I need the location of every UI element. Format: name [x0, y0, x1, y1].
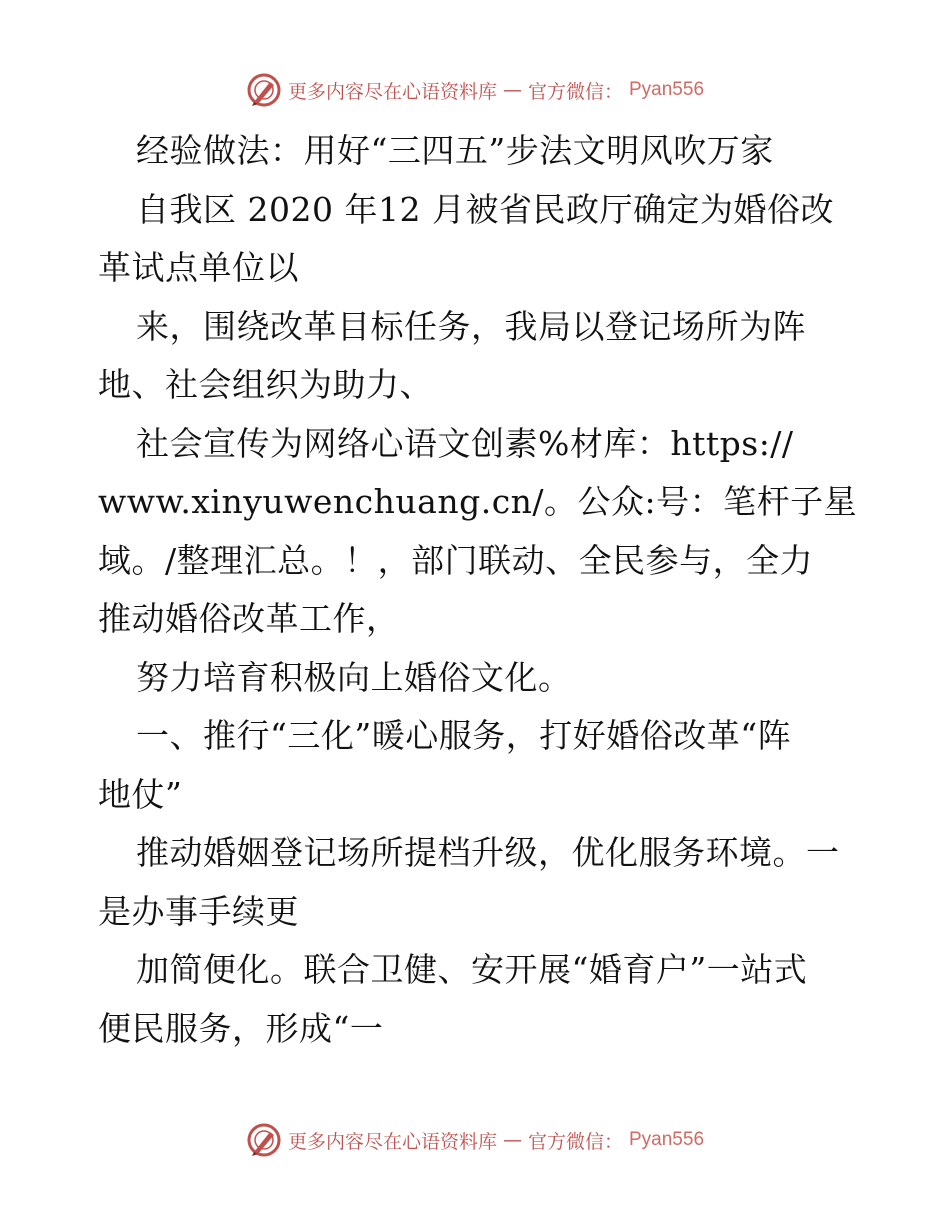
text-line: 推动婚俗改革工作，	[98, 599, 400, 638]
watermark-contact-id: Pyan556	[629, 79, 705, 100]
red-pen-logo-icon	[246, 1122, 282, 1158]
text-line: 自我区 2020 年12 月被省民政厅确定为婚俗改	[136, 189, 834, 229]
watermark-brand-text: 更多内容尽在心语资料库	[287, 80, 497, 103]
watermark-separator: —	[502, 79, 522, 101]
text-line: 加简便化。联合卫健、安开展“婚育户”一站式	[136, 950, 808, 989]
text-line: 地、社会组织为助力、	[98, 365, 433, 404]
document-body	[98, 122, 858, 1058]
text-line: 推动婚姻登记场所提档升级，优化服务环境。一	[136, 833, 840, 872]
text-line: 努力培育积极向上婚俗文化。	[136, 657, 572, 697]
watermark-brand-text: 更多内容尽在心语资料库	[287, 1130, 497, 1153]
text-line: 经验做法：用好“三四五”步法文明风吹万家	[136, 131, 774, 170]
text-line: 地仗”	[98, 774, 183, 814]
text-line: www.xinyuwenchuang.cn/。公众:号：笔杆子星	[98, 482, 858, 521]
watermark-contact-label: 官方微信：	[527, 1130, 623, 1153]
watermark-separator: —	[502, 1129, 522, 1151]
text-line: 来，围绕改革目标任务，我局以登记场所为阵	[136, 306, 806, 346]
text-line: 域。/整理汇总。！，部门联动、全民参与，全力	[98, 540, 814, 580]
text-line: 社会宣传为网络心语文创素%材库：https://	[136, 423, 794, 463]
watermark-contact-label: 官方微信：	[527, 80, 623, 103]
text-line: 一、推行“三化”暖心服务，打好婚俗改革“阵	[136, 716, 792, 755]
header-watermark-banner	[0, 70, 950, 110]
text-line: 革试点单位以	[98, 248, 299, 287]
text-line: 是办事手续更	[98, 891, 299, 931]
watermark-contact-id: Pyan556	[629, 1129, 705, 1150]
footer-watermark-banner	[0, 1120, 950, 1160]
red-pen-logo-icon	[246, 72, 282, 108]
text-line: 便民服务，形成“一	[98, 1008, 384, 1048]
